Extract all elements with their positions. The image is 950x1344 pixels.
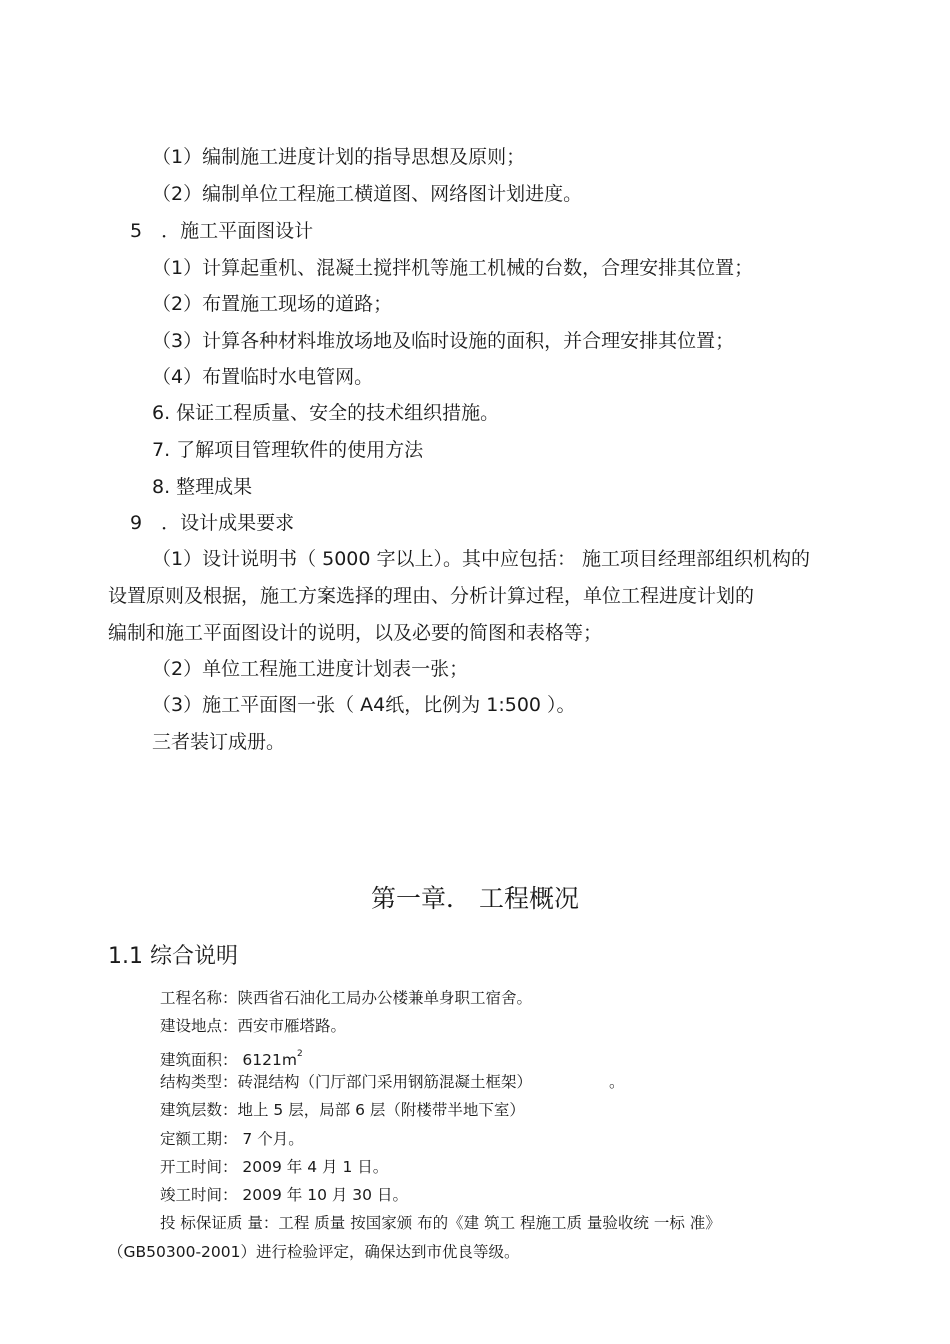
text-line: （3）计算各种材料堆放场地及临时设施的面积，并合理安排其位置； [152, 330, 735, 352]
project-start: 开工时间： 2009 年 4 月 1 日。 [160, 1158, 389, 1176]
area-superscript: 2 [296, 1049, 303, 1059]
project-area [160, 1043, 303, 1071]
project-floors: 建筑层数：地上 5 层，局部 6 层（附楼带半地下室） [160, 1101, 525, 1119]
project-area-text: 建筑面积： 6121m [160, 1051, 297, 1069]
heading-item-6: 6. 保证工程质量、安全的技术组织措施。 [152, 402, 500, 424]
project-quality-cont: （GB50300-2001）进行检验评定，确保达到市优良等级。 [108, 1243, 520, 1261]
text-line: 设置原则及根据，施工方案选择的理由、分析计算过程，单位工程进度计划的 [108, 585, 755, 607]
text-line: 编制和施工平面图设计的说明，以及必要的简图和表格等； [108, 622, 603, 644]
heading-item-9: 9 ．设计成果要求 [130, 512, 295, 534]
project-period: 定额工期： 7 个月。 [160, 1130, 304, 1148]
text-line: （1）设计说明书（ 5000 字以上）。其中应包括： 施工项目经理部组织机构的 [152, 548, 811, 570]
text-line: （3）施工平面图一张（ A4纸，比例为 1:500 ）。 [152, 694, 576, 716]
project-structure-end: 。 [609, 1073, 625, 1091]
text-line: （1）计算起重机、混凝土搅拌机等施工机械的台数，合理安排其位置； [152, 257, 754, 279]
text-line: 三者装订成册。 [152, 731, 286, 753]
heading-item-8: 8. 整理成果 [152, 476, 253, 498]
text-line: （4）布置临时水电管网。 [152, 366, 374, 388]
project-location: 建设地点：西安市雁塔路。 [160, 1017, 347, 1035]
text-line: （2）编制单位工程施工横道图、网络图计划进度。 [152, 183, 583, 205]
heading-item-5: 5 ．施工平面图设计 [130, 220, 314, 242]
chapter-title: 第一章． 工程概况 [371, 884, 579, 913]
section-title: 1.1 综合说明 [108, 944, 238, 969]
project-structure: 结构类型：砖混结构（门厅部门采用钢筋混凝土框架） [160, 1073, 533, 1091]
heading-item-7: 7. 了解项目管理软件的使用方法 [152, 439, 424, 461]
text-line: （2）布置施工现场的道路； [152, 293, 393, 315]
project-quality: 投 标保证质 量：工程 质量 按国家颁 布的《建 筑工 程施工质 量验收统 一标 准》 [160, 1214, 721, 1232]
text-line: （2）单位工程施工进度计划表一张； [152, 658, 469, 680]
project-name: 工程名称：陕西省石油化工局办公楼兼单身职工宿舍。 [160, 989, 533, 1007]
project-end: 竣工时间： 2009 年 10 月 30 日。 [160, 1186, 408, 1204]
text-line: （1）编制施工进度计划的指导思想及原则； [152, 146, 526, 168]
